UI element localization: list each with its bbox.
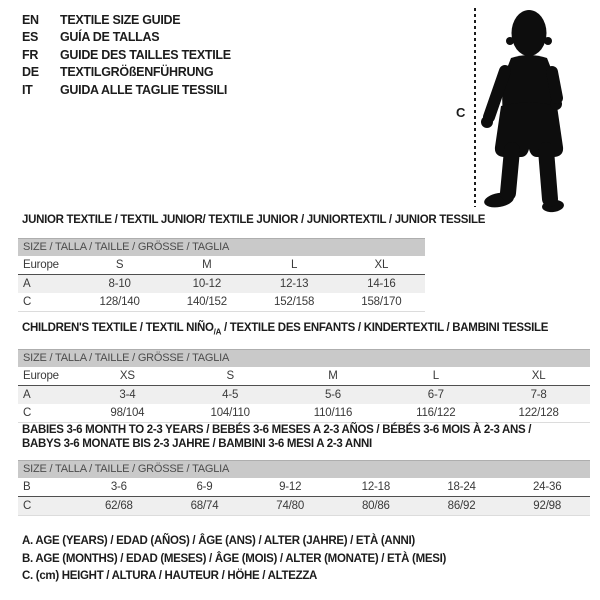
language-item-en <box>22 11 231 29</box>
size-cell: M <box>202 259 212 271</box>
age-cell: 12-13 <box>279 278 309 290</box>
months-cell: 3-6 <box>110 481 127 493</box>
height-cell: 140/152 <box>186 296 227 308</box>
row-label: C <box>23 407 32 420</box>
legend-footnotes <box>22 533 446 586</box>
height-cell: 128/140 <box>99 296 140 308</box>
title-line-2: BABYS 3-6 MONATE BIS 2-3 JAHRE / BAMBINI 3-6 MESI A 2-3 ANNI <box>22 438 372 450</box>
size-cell: S <box>115 259 124 271</box>
footnote-height: C. (cm) HEIGHT / ALTURA / HAUTEUR / HÖHE / ALTEZZA <box>22 570 318 582</box>
language-code: FR <box>22 47 39 62</box>
size-header-bar: SIZE / TALLA / TAILLE / GRÖSSE / TAGLIA <box>18 349 590 367</box>
height-cell: 98/104 <box>110 407 145 420</box>
language-label: TEXTILE SIZE GUIDE <box>60 12 181 27</box>
size-cell: L <box>291 259 298 271</box>
height-cell: 158/170 <box>361 296 402 308</box>
childrens-textile-table <box>18 322 590 423</box>
age-cell: 8-10 <box>108 278 131 290</box>
language-item-fr <box>22 46 231 64</box>
height-cell: 92/98 <box>533 500 562 512</box>
childrens-table-title <box>18 322 590 336</box>
height-cell: 110/116 <box>313 407 353 420</box>
title-subscript: /A <box>213 327 222 337</box>
table-row-europe <box>18 256 425 275</box>
language-item-es <box>22 29 231 47</box>
footnote-age-years: A. AGE (YEARS) / EDAD (AÑOS) / ÂGE (ANS) / ALTER (JAHRE) / ETÀ (ANNI) <box>22 535 415 547</box>
months-cell: 9-12 <box>279 481 302 493</box>
language-code: IT <box>22 82 33 97</box>
language-item-it <box>22 81 231 99</box>
language-code: EN <box>22 12 39 27</box>
height-cell: 80/86 <box>361 500 390 512</box>
babies-table-title <box>18 423 590 451</box>
row-label: Europe <box>23 370 59 383</box>
age-cell: 10-12 <box>192 278 222 290</box>
junior-table-title: JUNIOR TEXTILE / TEXTIL JUNIOR/ TEXTILE JUNIOR / JUNIORTEXTIL / JUNIOR TESSILE <box>22 214 486 226</box>
language-label: TEXTILGRÖßENFÜHRUNG <box>60 65 214 80</box>
language-code: DE <box>22 65 39 80</box>
height-cell: 152/158 <box>274 296 315 308</box>
language-label: GUIDA ALLE TAGLIE TESSILI <box>60 82 228 97</box>
size-cell: S <box>226 370 234 383</box>
title-line-1: BABIES 3-6 MONTH TO 2-3 YEARS / BEBÉS 3-6 MESES A 2-3 AÑOS / BÉBÉS 3-6 MOIS À 2-3 ANS / <box>22 424 532 436</box>
age-cell: 5-6 <box>324 389 341 402</box>
height-cell: 122/128 <box>518 407 559 420</box>
age-cell: 3-4 <box>119 389 136 402</box>
size-header-bar: SIZE / TALLA / TAILLE / GRÖSSE / TAGLIA <box>18 238 425 256</box>
table-row-europe <box>18 367 590 386</box>
table-row-height <box>18 404 590 423</box>
baby-silhouette-icon <box>440 0 600 230</box>
language-label: GUÍA DE TALLAS <box>60 30 160 45</box>
row-label: C <box>23 500 32 512</box>
junior-textile-table <box>18 214 486 312</box>
months-cell: 18-24 <box>447 481 476 493</box>
size-cell: XS <box>119 370 135 383</box>
months-cell: 24-36 <box>532 481 562 493</box>
table-row-months <box>18 478 590 497</box>
age-cell: 14-16 <box>367 278 396 290</box>
row-label: B <box>23 481 31 493</box>
size-cell: M <box>328 370 338 383</box>
row-label: Europe <box>23 259 59 271</box>
language-item-de <box>22 64 231 82</box>
age-cell: 6-7 <box>427 389 444 402</box>
table-row-height <box>18 293 425 312</box>
months-cell: 12-18 <box>361 481 391 493</box>
size-cell: XL <box>531 370 546 383</box>
size-header-bar: SIZE / TALLA / TAILLE / GRÖSSE / TAGLIA <box>18 460 590 478</box>
footnote-age-months: B. AGE (MONTHS) / EDAD (MESES) / ÂGE (MOIS) / ALTER (MONATE) / ETÀ (MESI) <box>22 552 447 565</box>
size-cell: XL <box>374 259 389 271</box>
height-cell: 116/122 <box>416 407 456 420</box>
language-guide-list <box>22 11 231 99</box>
table-row-age <box>18 275 425 293</box>
size-cell: L <box>432 370 439 383</box>
language-code: ES <box>22 30 39 45</box>
months-cell: 6-9 <box>196 481 213 493</box>
title-text: CHILDREN'S TEXTILE / TEXTIL NIÑO <box>22 322 214 334</box>
row-label: C <box>23 296 32 308</box>
language-label: GUIDE DES TAILLES TEXTILE <box>60 47 231 62</box>
height-measure-label: C <box>456 105 466 120</box>
height-cell: 68/74 <box>190 500 219 512</box>
age-cell: 7-8 <box>530 389 547 402</box>
height-cell: 62/68 <box>104 500 133 512</box>
row-label: A <box>23 389 31 402</box>
height-cell: 74/80 <box>276 500 305 512</box>
table-row-age <box>18 386 590 404</box>
height-cell: 104/110 <box>210 407 250 420</box>
table-row-height <box>18 497 590 516</box>
babies-textile-table <box>18 423 590 516</box>
height-cell: 86/92 <box>447 500 476 512</box>
age-cell: 4-5 <box>222 389 239 402</box>
row-label: A <box>23 278 31 290</box>
title-text: / TEXTILE DES ENFANTS / KINDERTEXTIL / BAMBINI TESSILE <box>221 322 549 334</box>
